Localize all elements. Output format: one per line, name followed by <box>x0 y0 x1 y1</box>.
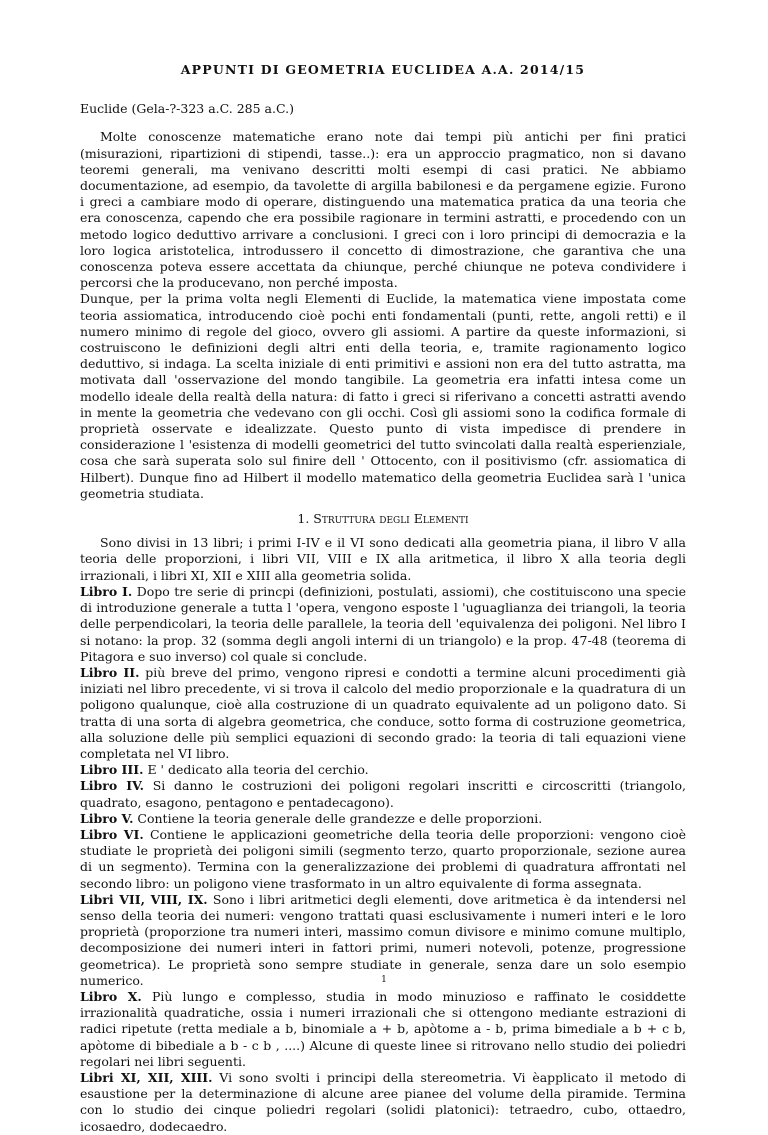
book-entry <box>80 665 686 762</box>
intro-paragraph: Molte conoscenze matematiche erano note dai tempi più antichi per fini pratici (misurazioni, ripartizioni di stipendi, tasse..): era un approccio pragmatico, non si davano teoremi generali, ma venivano descritti molti esempi di casi pratici. Ne abbiamo documentazione, ad esempio, da tavolette di argilla babilonesi e da pergamene egizie. Furono i greci a cambiare modo di operare, distinguendo una matematica pratica da una teoria che era conoscenza, capendo che era possibile ragionare in termini astratti, e procedendo con un metodo logico deduttivo arrivare a conclusioni. I greci con i loro principi di democrazia e la loro logica aristotelica, introdussero il concetto di dimostrazione, che garantiva che una conoscenza poteva essere accettata da chiunque, perché chiunque ne poteva condividere i percorsi che la producevano, non perché imposta. <box>80 129 686 291</box>
book-text: Contiene la teoria generale delle grandezze e delle proporzioni. <box>137 810 543 826</box>
book-text: Più lungo e complesso, studia in modo minuzioso e raffinato le cosiddette irrazionalità quadratiche, ossia i numeri irrazionali che si ottengono mediante estrazioni di radici ripetute (retta mediale a b, binomiale a + b, apòtome a - b, prima bimediale a b + c b, apòtome di bibediale a b - c b , ....) Alcune di queste linee si ritrovano nello studio dei poliedri regolari nei libri seguenti. <box>80 988 686 1069</box>
book-text: Sono i libri aritmetici degli elementi, dove aritmetica è da intendersi nel senso della teoria dei numeri: vengono trattati quasi esclusivamente i numeri interi e le loro proprietà (proporzione tra numeri interi, massimo comun divisore e minimo comune multiplo, decomposizione dei numeri interi in fattori primi, numeri notevoli, potenze, progressione geometrica). Le proprietà sono sempre studiate in generale, senza dare un solo esempio numerico. <box>80 891 686 988</box>
book-label: Libro II. <box>80 664 140 680</box>
book-label: Libro III. <box>80 762 144 778</box>
book-text: E ' dedicato alla teoria del cerchio. <box>147 762 369 778</box>
book-label: Libri XI, XII, XIII. <box>80 1069 213 1085</box>
book-label: Libro VI. <box>80 826 144 842</box>
book-label: Libro X. <box>80 988 142 1004</box>
section-number: 1. <box>297 511 310 527</box>
section-heading <box>80 511 686 527</box>
book-label: Libro I. <box>80 583 133 599</box>
book-entry <box>80 989 686 1070</box>
book-entry <box>80 762 686 778</box>
intro-paragraph: Dunque, per la prima volta negli Elementi di Euclide, la matematica viene impostata come teoria assiomatica, introducendo cioè pochi enti fondamentali (punti, rette, angoli retti) e il numero minimo di regole del gioco, ovvero gli assiomi. A partire da queste informazioni, si costruiscono le definizioni degli altri enti della teoria, e, tramite ragionamento logico deduttivo, si indaga. La scelta iniziale di enti primitivi e assioni non era del tutto astratta, ma motivata dall 'osservazione del mondo tangibile. La geometria era infatti intesa come un modello ideale della realtà della natura: di fatto i greci si riferivano a concetti astratti avendo in mente la geometria che vedevano con gli occhi. Così gli assiomi sono la codifica formale di proprietà osservate e idealizzate. Questo punto di vista impedisce di prendere in considerazione l 'esistenza di modelli geometrici del tutto svincolati dalla realtà esperienziale, cosa che sarà superata solo sul finire dell ' Ottocento, con il positivismo (cfr. assiomatica di Hilbert). Dunque fino ad Hilbert il modello matematico della geometria Euclidea sarà l 'unica geometria studiata. <box>80 291 686 501</box>
book-text: più breve del primo, vengono ripresi e condotti a termine alcuni procedimenti già iniziati nel libro precedente, vi si trova il calcolo del medio proporzionale e la quadratura di un poligono qualunque, cioè alla costruzione di un quadrato equivalente ad un poligono dato. Si tratta di una sorta di algebra geometrica, che conduce, sotto forma di costruzione geometrica, alla soluzione delle più semplici equazioni di secondo grado: la teoria di tali equazioni viene completata nel VI libro. <box>80 664 686 761</box>
book-text: Vi sono svolti i principi della stereometria. Vi èapplicato il metodo di esaustione per la determinazione di alcune aree pianee del volume della piramide. Termina con lo studio dei cinque poliedri regolari (solidi platonici): tetraedro, cubo, ottaedro, icosaedro, dodecaedro. <box>80 1069 686 1134</box>
book-entry <box>80 811 686 827</box>
author-line: Euclide (Gela-?-323 a.C. 285 a.C.) <box>80 101 294 117</box>
book-label: Libro IV. <box>80 778 144 794</box>
book-label: Libro V. <box>80 810 134 826</box>
book-entry <box>80 778 686 810</box>
section-intro: Sono divisi in 13 libri; i primi I-IV e il VI sono dedicati alla geometria piana, il libro V alla teoria delle proporzioni, i libri VII, VIII e IX alla aritmetica, il libro X alla teoria degli irrazionali, i libri XI, XII e XIII alla geometria solida. <box>80 535 686 583</box>
section-title: Struttura degli Elementi <box>313 511 469 527</box>
page-number: 1 <box>381 975 387 985</box>
book-text: Si danno le costruzioni dei poligoni regolari inscritti e circoscritti (triangolo, quadrato, esagono, pentagono e pentadecagono). <box>80 778 686 810</box>
book-label: Libri VII, VIII, IX. <box>80 891 208 907</box>
book-entry <box>80 584 686 665</box>
book-entry <box>80 1070 686 1135</box>
book-text: Contiene le applicazioni geometriche della teoria delle proporzioni: vengono cioè studiate le proprietà dei poligoni simili (segmento terzo, quarto proporzionale, sezione aurea di un segmento). Termina con la generalizzazione dei problemi di quadratura affrontati nel secondo libro: un poligono viene trasformato in un altro equivalente di forma assegnata. <box>80 826 687 891</box>
book-entry <box>80 827 686 892</box>
book-text: Dopo tre serie di princpi (definizioni, postulati, assiomi), che costituiscono una specie di introduzione generale a tutta l 'opera, vengono esposte l 'uguaglianza dei triangoli, la teoria delle perpendicolari, la teoria delle parallele, la teoria dell 'equivalenza dei poligoni. Nel libro I si notano: la prop. 32 (somma degli angoli interni di un triangolo) e la prop. 47-48 (teorema di Pitagora e suo inverso) col quale si conclude. <box>80 583 686 664</box>
document-title: APPUNTI DI GEOMETRIA EUCLIDEA A.A. 2014/15 <box>180 62 586 77</box>
